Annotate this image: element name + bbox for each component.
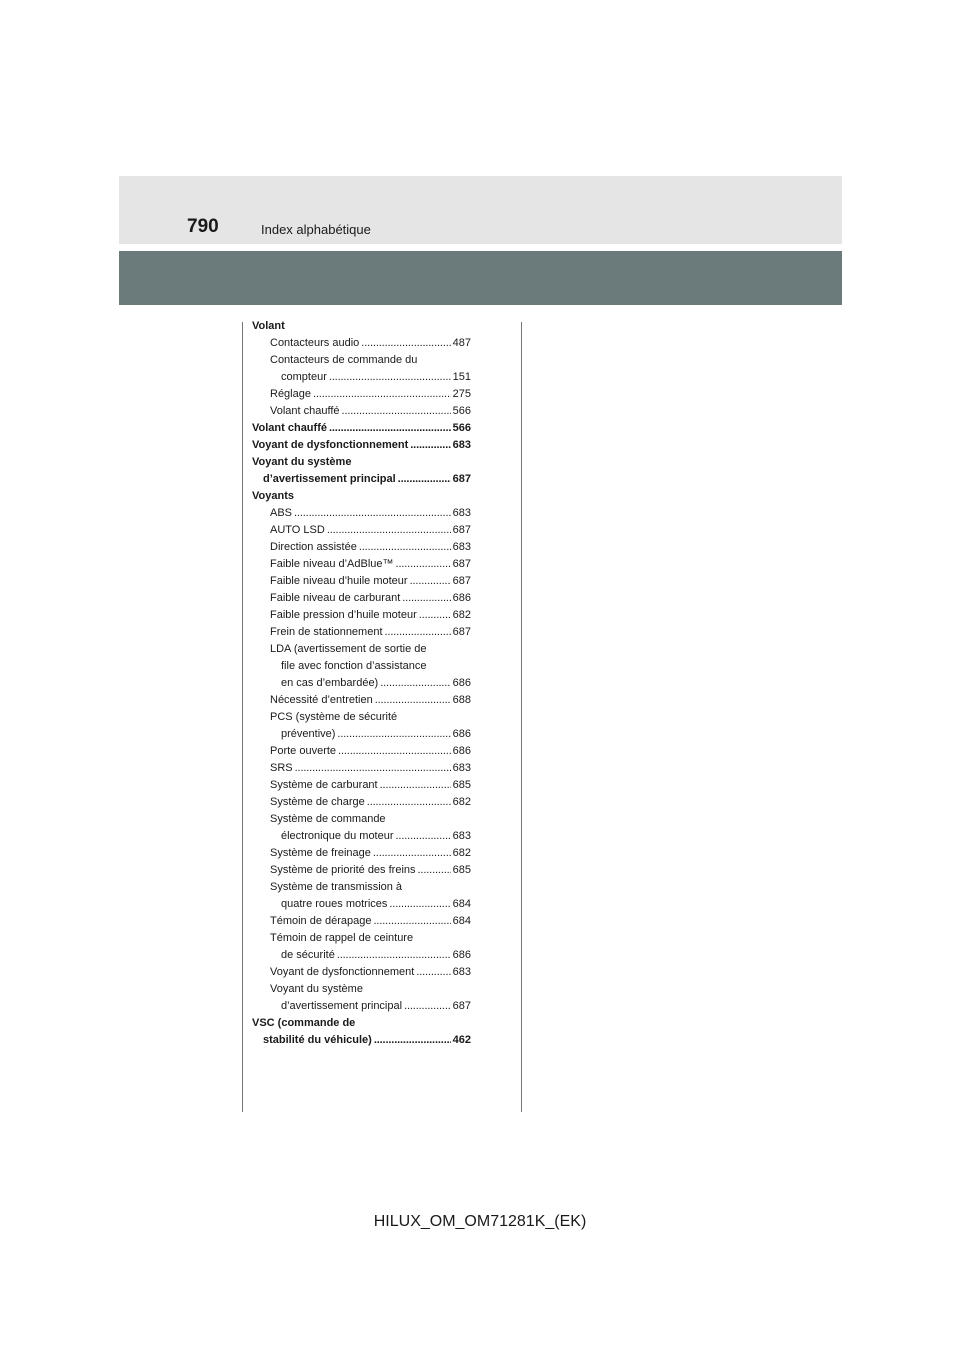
- index-subentry: [252, 913, 471, 930]
- dot-leader: [402, 590, 450, 607]
- page-reference: 487: [452, 337, 471, 349]
- page-reference: 682: [452, 847, 471, 859]
- index-entry-line: [270, 709, 471, 726]
- dot-leader: [337, 947, 451, 964]
- index-heading: [252, 420, 471, 437]
- index-entry-line: [270, 658, 471, 675]
- index-entry-line: [270, 998, 471, 1015]
- index-subentry: [252, 692, 471, 709]
- index-entry-line: [270, 607, 471, 624]
- dot-leader: [396, 828, 451, 845]
- dot-leader: [329, 420, 451, 437]
- index-entry-text: Volant chauffé: [252, 422, 327, 434]
- page-reference: 683: [452, 966, 471, 978]
- dot-leader: [419, 607, 451, 624]
- index-subentry: [252, 862, 471, 879]
- index-subentry: [252, 386, 471, 403]
- index-subentry: [252, 522, 471, 539]
- index-entry-line: [270, 828, 471, 845]
- index-entry-text: Voyant de dysfonctionnement: [270, 966, 415, 978]
- page-reference: 687: [452, 1000, 471, 1012]
- index-entry-line: [270, 777, 471, 794]
- dot-leader: [410, 437, 450, 454]
- index-entry-text: Système de carburant: [270, 779, 378, 791]
- index-entry-text: électronique du moteur: [281, 830, 394, 842]
- index-subentry: [252, 539, 471, 556]
- page-reference: 686: [452, 745, 471, 757]
- index-entry-line: [270, 879, 471, 896]
- index-subentry: [252, 641, 471, 692]
- page-reference: 683: [452, 830, 471, 842]
- index-entry-line: [270, 573, 471, 590]
- index-entry-line: [252, 1032, 471, 1049]
- index-entry-line: [270, 845, 471, 862]
- dot-leader: [374, 1032, 451, 1049]
- dot-leader: [396, 556, 451, 573]
- page-reference: 686: [452, 728, 471, 740]
- index-entry-line: [270, 811, 471, 828]
- index-subentry: [252, 845, 471, 862]
- page-reference: 686: [452, 592, 471, 604]
- page-reference: 566: [452, 422, 471, 434]
- header-bar: [119, 251, 842, 305]
- index-subentry: [252, 590, 471, 607]
- index-entry-line: [270, 522, 471, 539]
- index-entry-line: [270, 386, 471, 403]
- index-entry-text: en cas d’embardée): [281, 677, 379, 689]
- index-entry-line: [270, 641, 471, 658]
- index-entry-text: Faible pression d’huile moteur: [270, 609, 417, 621]
- index-entry-line: [270, 981, 471, 998]
- page-reference: 462: [452, 1034, 471, 1046]
- index-subentry: [252, 777, 471, 794]
- index-entry-line: [270, 913, 471, 930]
- dot-leader: [313, 386, 451, 403]
- index-entry-text: PCS (système de sécurité: [270, 711, 398, 723]
- dot-leader: [385, 624, 451, 641]
- dot-leader: [329, 369, 451, 386]
- index-entry-text: Voyant de dysfonctionnement: [252, 439, 409, 451]
- index-subentry: [252, 981, 471, 1015]
- index-entry-line: [270, 556, 471, 573]
- index-entry-text: Voyant du système: [270, 983, 363, 995]
- index-entry-text: Témoin de dérapage: [270, 915, 372, 927]
- page-reference: 682: [452, 609, 471, 621]
- index-entry-text: Système de commande: [270, 813, 386, 825]
- left-column-rule: [242, 322, 243, 1112]
- index-entry-text: AUTO LSD: [270, 524, 325, 536]
- index-entry-line: [270, 743, 471, 760]
- document-code: HILUX_OM_OM71281K_(EK): [373, 1213, 587, 1230]
- index-entry-line: [252, 318, 471, 335]
- index-entry-text: Système de freinage: [270, 847, 371, 859]
- page-reference: 685: [452, 779, 471, 791]
- dot-leader: [361, 335, 450, 352]
- page-reference: 684: [452, 898, 471, 910]
- index-entry-text: VSC (commande de: [252, 1017, 356, 1029]
- index-entry-line: [270, 624, 471, 641]
- dot-leader: [294, 505, 451, 522]
- index-subentry: [252, 743, 471, 760]
- index-entry-text: quatre roues motrices: [281, 898, 388, 910]
- page-reference: 686: [452, 949, 471, 961]
- index-subentry: [252, 335, 471, 352]
- dot-leader: [342, 403, 451, 420]
- index-entry-line: [270, 692, 471, 709]
- index-subentry: [252, 760, 471, 777]
- index-entry-text: Contacteurs audio: [270, 337, 360, 349]
- index-subentry: [252, 879, 471, 913]
- dot-leader: [375, 692, 451, 709]
- index-subentry: [252, 505, 471, 522]
- index-entry-text: Direction assistée: [270, 541, 357, 553]
- index-entry-text: Témoin de rappel de ceinture: [270, 932, 414, 944]
- index-heading: [252, 1015, 471, 1049]
- index-entry-text: Volant chauffé: [270, 405, 340, 417]
- header-band: [119, 176, 842, 244]
- dot-leader: [359, 539, 451, 556]
- index-entry-line: [252, 471, 471, 488]
- page-reference: 151: [452, 371, 471, 383]
- index-entry-line: [270, 539, 471, 556]
- index-entry-text: Frein de stationnement: [270, 626, 383, 638]
- index-subentry: [252, 624, 471, 641]
- index-entry-line: [252, 420, 471, 437]
- index-entry-text: Faible niveau d’AdBlue™: [270, 558, 394, 570]
- dot-leader: [380, 675, 450, 692]
- index-subentry: [252, 607, 471, 624]
- index-entry-text: Porte ouverte: [270, 745, 337, 757]
- page-reference: 687: [452, 558, 471, 570]
- page-reference: 683: [452, 762, 471, 774]
- dot-leader: [398, 471, 451, 488]
- index-entry-text: Nécessité d’entretien: [270, 694, 373, 706]
- index-entry-text: Système de transmission à: [270, 881, 403, 893]
- index-entry-text: Volant: [252, 320, 285, 332]
- dot-leader: [367, 794, 451, 811]
- index-entry-line: [270, 930, 471, 947]
- index-entry-line: [270, 335, 471, 352]
- index-entry-line: [270, 675, 471, 692]
- dot-leader: [389, 896, 450, 913]
- index-entry-text: Voyant du système: [252, 456, 352, 468]
- index-entry-line: [270, 760, 471, 777]
- index-entry-text: Faible niveau de carburant: [270, 592, 401, 604]
- index-entry-line: [270, 862, 471, 879]
- index-heading: [252, 437, 471, 454]
- index-entry-text: ABS: [270, 507, 293, 519]
- dot-leader: [337, 726, 450, 743]
- index-subentry: [252, 964, 471, 981]
- index-subentry: [252, 352, 471, 386]
- dot-leader: [373, 845, 451, 862]
- page-reference: 684: [452, 915, 471, 927]
- dot-leader: [338, 743, 451, 760]
- index-subentry: [252, 811, 471, 845]
- index-entry-line: [252, 488, 471, 505]
- page-reference: 682: [452, 796, 471, 808]
- dot-leader: [380, 777, 451, 794]
- page-reference: 687: [452, 626, 471, 638]
- index-entry-line: [270, 590, 471, 607]
- page-reference: 275: [452, 388, 471, 400]
- index-list: [252, 318, 471, 1049]
- index-heading: [252, 488, 471, 505]
- index-entry-text: LDA (avertissement de sortie de: [270, 643, 427, 655]
- index-entry-text: stabilité du véhicule): [263, 1034, 372, 1046]
- index-entry-line: [270, 964, 471, 981]
- dot-leader: [295, 760, 451, 777]
- index-subentry: [252, 709, 471, 743]
- page-reference: 686: [452, 677, 471, 689]
- dot-leader: [418, 862, 451, 879]
- page-reference: 566: [452, 405, 471, 417]
- index-entry-line: [270, 505, 471, 522]
- index-entry-text: Système de priorité des freins: [270, 864, 416, 876]
- index-entry-text: de sécurité: [281, 949, 335, 961]
- index-entry-text: compteur: [281, 371, 327, 383]
- index-entry-line: [270, 947, 471, 964]
- index-subentry: [252, 930, 471, 964]
- page-reference: 688: [452, 694, 471, 706]
- index-entry-line: [252, 454, 471, 471]
- dot-leader: [404, 998, 451, 1015]
- index-subentry: [252, 573, 471, 590]
- index-entry-text: file avec fonction d’assistance: [281, 660, 427, 672]
- index-subentry: [252, 403, 471, 420]
- page-number: 790: [187, 216, 219, 237]
- index-entry-line: [252, 437, 471, 454]
- index-entry-line: [270, 369, 471, 386]
- page-reference: 685: [452, 864, 471, 876]
- index-entry-line: [252, 1015, 471, 1032]
- index-entry-text: Contacteurs de commande du: [270, 354, 418, 366]
- dot-leader: [374, 913, 451, 930]
- page-reference: 683: [452, 541, 471, 553]
- index-entry-text: SRS: [270, 762, 293, 774]
- index-subentry: [252, 794, 471, 811]
- index-entry-text: Système de charge: [270, 796, 365, 808]
- index-entry-line: [270, 352, 471, 369]
- page-reference: 687: [452, 575, 471, 587]
- right-column-rule: [521, 322, 522, 1112]
- index-heading: [252, 318, 471, 335]
- index-subentry: [252, 556, 471, 573]
- index-entry-text: préventive): [281, 728, 336, 740]
- index-entry-text: d’avertissement principal: [281, 1000, 403, 1012]
- page-reference: 687: [452, 524, 471, 536]
- index-entry-line: [270, 896, 471, 913]
- page-reference: 687: [452, 473, 471, 485]
- index-entry-text: Voyants: [252, 490, 294, 502]
- index-entry-line: [270, 794, 471, 811]
- index-entry-text: d’avertissement principal: [263, 473, 396, 485]
- page-reference: 683: [452, 507, 471, 519]
- index-entry-text: Faible niveau d’huile moteur: [270, 575, 408, 587]
- index-heading: [252, 454, 471, 488]
- dot-leader: [416, 964, 450, 981]
- page-reference: 683: [452, 439, 471, 451]
- dot-leader: [410, 573, 451, 590]
- index-entry-line: [270, 726, 471, 743]
- index-entry-text: Réglage: [270, 388, 311, 400]
- index-entry-line: [270, 403, 471, 420]
- dot-leader: [327, 522, 451, 539]
- section-title: Index alphabétique: [261, 222, 371, 237]
